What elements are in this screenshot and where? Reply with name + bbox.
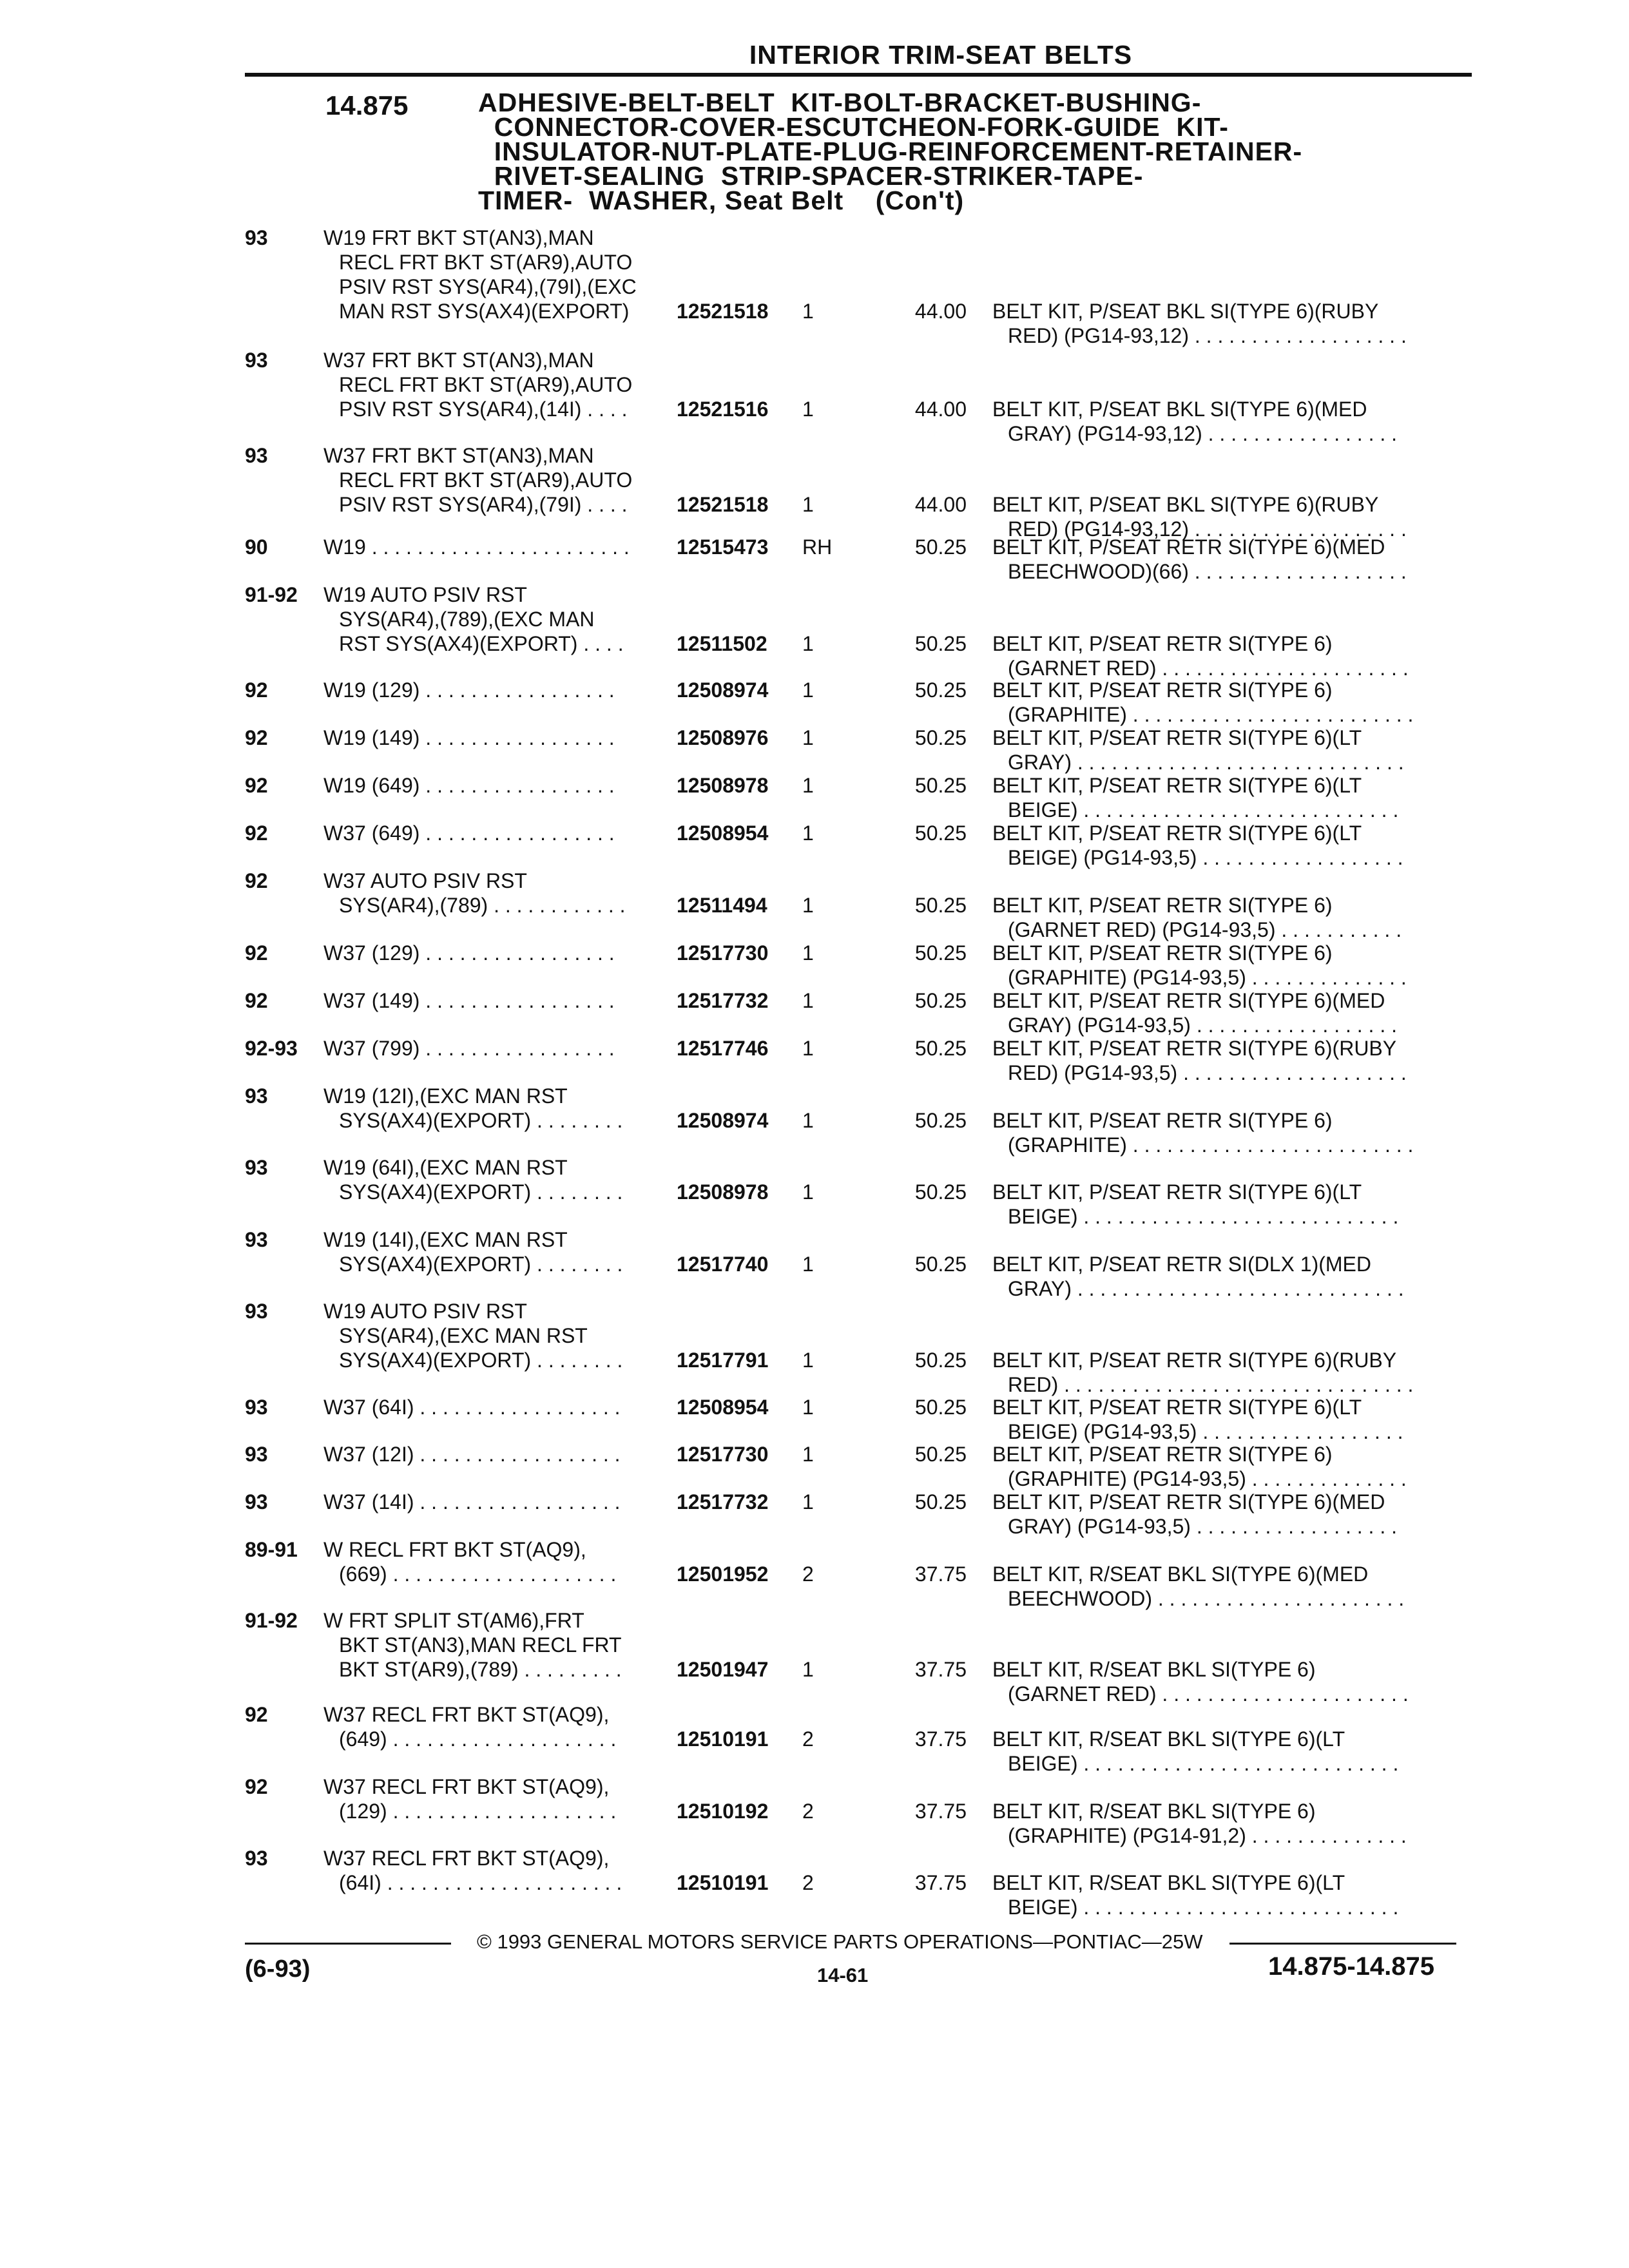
part-name bbox=[992, 1490, 1456, 1539]
part-name bbox=[992, 1108, 1456, 1157]
part-number: 12508978 bbox=[677, 774, 769, 797]
part-name bbox=[992, 678, 1456, 727]
usage-description bbox=[323, 226, 665, 323]
part-name-line: BELT KIT, P/SEAT RETR SI(TYPE 6)(MED bbox=[992, 1490, 1385, 1514]
part-name-line: BEIGE) . . . . . . . . . . . . . . . . . . . . . . . . . . . . bbox=[1008, 1205, 1399, 1228]
price: 50.25 bbox=[914, 1253, 967, 1276]
price: 50.25 bbox=[914, 989, 967, 1012]
usage-description-line: (649) . . . . . . . . . . . . . . . . . . . . bbox=[339, 1727, 617, 1751]
model-year: 91-92 bbox=[245, 1609, 298, 1632]
part-name-line: BELT KIT, P/SEAT RETR SI(TYPE 6)(MED bbox=[992, 989, 1385, 1012]
footer-rule bbox=[245, 1943, 451, 1945]
model-year: 93 bbox=[245, 349, 268, 372]
part-name-line: (GRAPHITE) (PG14-93,5) . . . . . . . . . . . . . . bbox=[1008, 1467, 1407, 1490]
part-number: 12510192 bbox=[677, 1800, 769, 1823]
part-name-line: BELT KIT, P/SEAT RETR SI(TYPE 6) bbox=[992, 941, 1333, 965]
model-year: 93 bbox=[245, 1228, 268, 1251]
part-name bbox=[992, 535, 1456, 584]
part-name-line: BEIGE) . . . . . . . . . . . . . . . . . . . . . . . . . . . . bbox=[1008, 1752, 1399, 1775]
model-year: 93 bbox=[245, 1396, 268, 1419]
part-name-line: BELT KIT, R/SEAT BKL SI(TYPE 6)(MED bbox=[992, 1562, 1369, 1586]
usage-description-line: SYS(AX4)(EXPORT) . . . . . . . . bbox=[339, 1253, 623, 1276]
quantity: 1 bbox=[802, 493, 814, 516]
usage-description-line: W37 (12I) . . . . . . . . . . . . . . . . . . bbox=[323, 1443, 621, 1466]
usage-description bbox=[323, 1084, 665, 1133]
page-number: 14-61 bbox=[817, 1964, 869, 1986]
part-name bbox=[992, 1727, 1456, 1776]
part-name bbox=[992, 1799, 1456, 1848]
quantity: 2 bbox=[802, 1871, 814, 1894]
part-name bbox=[992, 492, 1456, 541]
quantity: 1 bbox=[802, 1658, 814, 1681]
quantity: 1 bbox=[802, 774, 814, 797]
usage-description bbox=[323, 1299, 665, 1372]
part-name-line: RED) . . . . . . . . . . . . . . . . . . . . . . . . . . . . . . . bbox=[1008, 1373, 1414, 1396]
part-name-line: BELT KIT, P/SEAT RETR SI(TYPE 6)(RUBY bbox=[992, 1037, 1397, 1060]
part-name-line: BELT KIT, P/SEAT RETR SI(TYPE 6)(LT bbox=[992, 774, 1362, 797]
usage-description-line: RECL FRT BKT ST(AR9),AUTO bbox=[339, 468, 633, 492]
part-number: 12501947 bbox=[677, 1658, 769, 1681]
quantity: 1 bbox=[802, 989, 814, 1012]
quantity: 1 bbox=[802, 398, 814, 421]
usage-description-line: W37 RECL FRT BKT ST(AQ9), bbox=[323, 1703, 610, 1726]
usage-description bbox=[323, 348, 665, 421]
usage-description bbox=[323, 1702, 665, 1751]
price: 50.25 bbox=[914, 535, 967, 559]
usage-description bbox=[323, 1846, 665, 1895]
part-number: 12517730 bbox=[677, 941, 769, 965]
section-title-line: TIMER- WASHER, Seat Belt (Con't) bbox=[478, 186, 965, 215]
part-name-line: BELT KIT, R/SEAT BKL SI(TYPE 6)(LT bbox=[992, 1871, 1345, 1894]
model-year: 93 bbox=[245, 1443, 268, 1466]
usage-description-line: W37 (149) . . . . . . . . . . . . . . . . . bbox=[323, 989, 615, 1012]
part-number: 12517740 bbox=[677, 1253, 769, 1276]
page-header-title: INTERIOR TRIM-SEAT BELTS bbox=[749, 40, 1133, 70]
usage-description-line: W19 FRT BKT ST(AN3),MAN bbox=[323, 226, 594, 249]
usage-description-line: W37 RECL FRT BKT ST(AQ9), bbox=[323, 1775, 610, 1798]
price: 50.25 bbox=[914, 1349, 967, 1372]
part-name-line: BEIGE) . . . . . . . . . . . . . . . . . . . . . . . . . . . . bbox=[1008, 798, 1399, 822]
part-name bbox=[992, 1252, 1456, 1301]
model-year: 92 bbox=[245, 774, 268, 797]
usage-description-line: W19 (149) . . . . . . . . . . . . . . . . . bbox=[323, 726, 615, 749]
part-number: 12508974 bbox=[677, 1109, 769, 1132]
part-name-line: (GARNET RED) . . . . . . . . . . . . . . . . . . . . . . bbox=[1008, 657, 1409, 680]
part-name-line: BELT KIT, P/SEAT RETR SI(TYPE 6)(MED bbox=[992, 535, 1385, 559]
price: 50.25 bbox=[914, 822, 967, 845]
model-year: 92 bbox=[245, 1703, 268, 1726]
part-number: 12510191 bbox=[677, 1871, 769, 1894]
footer-section-range: 14.875-14.875 bbox=[1268, 1952, 1435, 1981]
part-name-line: BEIGE) (PG14-93,5) . . . . . . . . . . . . . . . . . . bbox=[1008, 1420, 1403, 1443]
model-year: 93 bbox=[245, 226, 268, 249]
price: 37.75 bbox=[914, 1727, 967, 1751]
part-number: 12511502 bbox=[677, 632, 767, 655]
usage-description bbox=[323, 726, 665, 750]
part-number: 12521518 bbox=[677, 300, 769, 323]
part-name-line: GRAY) (PG14-93,5) . . . . . . . . . . . . . . . . . . bbox=[1008, 1515, 1397, 1538]
footer-date: (6-93) bbox=[245, 1956, 311, 1983]
usage-description-line: W19 (649) . . . . . . . . . . . . . . . . . bbox=[323, 774, 615, 797]
quantity: 1 bbox=[802, 1396, 814, 1419]
part-name-line: BELT KIT, P/SEAT RETR SI(TYPE 6) bbox=[992, 1109, 1333, 1132]
price: 50.25 bbox=[914, 894, 967, 917]
part-name bbox=[992, 397, 1456, 446]
usage-description-line: W37 (64I) . . . . . . . . . . . . . . . . . . bbox=[323, 1396, 621, 1419]
quantity: 1 bbox=[802, 1109, 814, 1132]
price: 44.00 bbox=[914, 300, 967, 323]
price: 50.25 bbox=[914, 941, 967, 965]
usage-description bbox=[323, 869, 665, 918]
usage-description bbox=[323, 535, 665, 559]
model-year: 92 bbox=[245, 989, 268, 1012]
usage-description-line: W19 (129) . . . . . . . . . . . . . . . . . bbox=[323, 678, 615, 702]
usage-description-line: SYS(AX4)(EXPORT) . . . . . . . . bbox=[339, 1349, 623, 1372]
quantity: 1 bbox=[802, 300, 814, 323]
model-year: 93 bbox=[245, 1084, 268, 1108]
model-year: 92 bbox=[245, 1775, 268, 1798]
part-name bbox=[992, 821, 1456, 870]
usage-description-line: W FRT SPLIT ST(AM6),FRT bbox=[323, 1609, 584, 1632]
price: 44.00 bbox=[914, 398, 967, 421]
price: 44.00 bbox=[914, 493, 967, 516]
usage-description-line: W37 (649) . . . . . . . . . . . . . . . . . bbox=[323, 822, 615, 845]
usage-description bbox=[323, 941, 665, 965]
usage-description-line: W37 (129) . . . . . . . . . . . . . . . . . bbox=[323, 941, 615, 965]
price: 50.25 bbox=[914, 1037, 967, 1060]
part-name bbox=[992, 1442, 1456, 1491]
usage-description bbox=[323, 1490, 665, 1514]
model-year: 93 bbox=[245, 1847, 268, 1870]
part-name-line: BELT KIT, R/SEAT BKL SI(TYPE 6)(LT bbox=[992, 1727, 1345, 1751]
part-name-line: BELT KIT, P/SEAT RETR SI(TYPE 6)(LT bbox=[992, 822, 1362, 845]
usage-description bbox=[323, 1537, 665, 1586]
usage-description-line: (64I) . . . . . . . . . . . . . . . . . . . . . bbox=[339, 1871, 622, 1894]
usage-description-line: W19 AUTO PSIV RST bbox=[323, 1300, 527, 1323]
part-name bbox=[992, 299, 1456, 348]
part-name-line: BELT KIT, P/SEAT BKL SI(TYPE 6)(MED bbox=[992, 398, 1367, 421]
usage-description-line: W RECL FRT BKT ST(AQ9), bbox=[323, 1538, 586, 1561]
usage-description-line: RST SYS(AX4)(EXPORT) . . . . bbox=[339, 632, 624, 655]
usage-description-line: SYS(AR4),(789) . . . . . . . . . . . . bbox=[339, 894, 626, 917]
model-year: 93 bbox=[245, 1156, 268, 1179]
model-year: 92 bbox=[245, 822, 268, 845]
price: 37.75 bbox=[914, 1871, 967, 1894]
usage-description bbox=[323, 821, 665, 845]
part-name-line: BEECHWOOD)(66) . . . . . . . . . . . . . . . . . . . bbox=[1008, 560, 1407, 583]
price: 50.25 bbox=[914, 678, 967, 702]
quantity: 1 bbox=[802, 726, 814, 749]
part-name-line: BELT KIT, P/SEAT BKL SI(TYPE 6)(RUBY bbox=[992, 493, 1379, 516]
quantity: 2 bbox=[802, 1562, 814, 1586]
quantity: 2 bbox=[802, 1800, 814, 1823]
usage-description-line: W19 . . . . . . . . . . . . . . . . . . . . . . . bbox=[323, 535, 630, 559]
price: 50.25 bbox=[914, 1490, 967, 1514]
usage-description-line: SYS(AX4)(EXPORT) . . . . . . . . bbox=[339, 1180, 623, 1204]
model-year: 93 bbox=[245, 444, 268, 467]
part-name bbox=[992, 988, 1456, 1037]
usage-description-line: W19 (12I),(EXC MAN RST bbox=[323, 1084, 568, 1108]
footer-copyright: © 1993 GENERAL MOTORS SERVICE PARTS OPERATIONS—PONTIAC—25W bbox=[477, 1930, 1203, 1953]
model-year: 91-92 bbox=[245, 583, 298, 606]
usage-description bbox=[323, 988, 665, 1013]
quantity: RH bbox=[802, 535, 833, 559]
part-name-line: BELT KIT, P/SEAT RETR SI(TYPE 6) bbox=[992, 1443, 1333, 1466]
usage-description bbox=[323, 443, 665, 517]
part-name-line: BELT KIT, P/SEAT RETR SI(TYPE 6)(LT bbox=[992, 1180, 1362, 1204]
usage-description-line: W37 RECL FRT BKT ST(AQ9), bbox=[323, 1847, 610, 1870]
part-name-line: (GRAPHITE) (PG14-91,2) . . . . . . . . . . . . . . bbox=[1008, 1824, 1407, 1847]
model-year: 92-93 bbox=[245, 1037, 298, 1060]
part-name-line: BELT KIT, P/SEAT RETR SI(TYPE 6)(LT bbox=[992, 726, 1362, 749]
part-number: 12517791 bbox=[677, 1349, 769, 1372]
section-title-line: ADHESIVE-BELT-BELT KIT-BOLT-BRACKET-BUSHING- bbox=[478, 88, 1202, 117]
footer-rule bbox=[1229, 1943, 1456, 1945]
part-name-line: BELT KIT, R/SEAT BKL SI(TYPE 6) bbox=[992, 1658, 1316, 1681]
part-name bbox=[992, 893, 1456, 942]
part-name-line: BELT KIT, P/SEAT RETR SI(TYPE 6) bbox=[992, 678, 1333, 702]
quantity: 1 bbox=[802, 1349, 814, 1372]
quantity: 1 bbox=[802, 1037, 814, 1060]
section-number: 14.875 bbox=[325, 90, 409, 120]
quantity: 1 bbox=[802, 678, 814, 702]
section-title-line: RIVET-SEALING STRIP-SPACER-STRIKER-TAPE- bbox=[478, 161, 1144, 191]
part-name bbox=[992, 726, 1456, 774]
model-year: 89-91 bbox=[245, 1538, 298, 1561]
usage-description-line: RECL FRT BKT ST(AR9),AUTO bbox=[339, 251, 633, 274]
part-name-line: BEIGE) (PG14-93,5) . . . . . . . . . . . . . . . . . . bbox=[1008, 846, 1403, 869]
part-number: 12511494 bbox=[677, 894, 767, 917]
part-name-line: (GRAPHITE) . . . . . . . . . . . . . . . . . . . . . . . . . bbox=[1008, 703, 1414, 726]
usage-description-line: MAN RST SYS(AX4)(EXPORT) bbox=[339, 300, 630, 323]
quantity: 1 bbox=[802, 1253, 814, 1276]
quantity: 2 bbox=[802, 1727, 814, 1751]
part-name-line: BELT KIT, P/SEAT RETR SI(TYPE 6)(LT bbox=[992, 1396, 1362, 1419]
part-number: 12517732 bbox=[677, 989, 769, 1012]
part-name-line: GRAY) (PG14-93,12) . . . . . . . . . . . . . . . . . bbox=[1008, 422, 1398, 445]
part-name-line: BEIGE) . . . . . . . . . . . . . . . . . . . . . . . . . . . . bbox=[1008, 1896, 1399, 1919]
part-name bbox=[992, 1395, 1456, 1444]
part-number: 12508974 bbox=[677, 678, 769, 702]
quantity: 1 bbox=[802, 1180, 814, 1204]
part-name-line: (GRAPHITE) (PG14-93,5) . . . . . . . . . . . . . . bbox=[1008, 966, 1407, 989]
usage-description-line: RECL FRT BKT ST(AR9),AUTO bbox=[339, 373, 633, 396]
part-name-line: RED) (PG14-93,12) . . . . . . . . . . . . . . . . . . . bbox=[1008, 517, 1407, 541]
part-number: 12521518 bbox=[677, 493, 769, 516]
usage-description-line: W37 (799) . . . . . . . . . . . . . . . . . bbox=[323, 1037, 615, 1060]
usage-description-line: (669) . . . . . . . . . . . . . . . . . . . . bbox=[339, 1562, 617, 1586]
price: 50.25 bbox=[914, 1396, 967, 1419]
part-name bbox=[992, 1870, 1456, 1919]
quantity: 1 bbox=[802, 1443, 814, 1466]
part-name-line: BELT KIT, R/SEAT BKL SI(TYPE 6) bbox=[992, 1800, 1316, 1823]
price: 50.25 bbox=[914, 1109, 967, 1132]
part-name-line: BELT KIT, P/SEAT RETR SI(DLX 1)(MED bbox=[992, 1253, 1371, 1276]
usage-description-line: PSIV RST SYS(AR4),(14I) . . . . bbox=[339, 398, 628, 421]
price: 50.25 bbox=[914, 774, 967, 797]
price: 50.25 bbox=[914, 726, 967, 749]
model-year: 92 bbox=[245, 678, 268, 702]
part-name bbox=[992, 631, 1456, 680]
usage-description bbox=[323, 1227, 665, 1276]
model-year: 93 bbox=[245, 1490, 268, 1514]
part-number: 12508954 bbox=[677, 1396, 769, 1419]
quantity: 1 bbox=[802, 632, 814, 655]
usage-description-line: W19 (14I),(EXC MAN RST bbox=[323, 1228, 568, 1251]
usage-description-line: W37 FRT BKT ST(AN3),MAN bbox=[323, 349, 594, 372]
part-name-line: BELT KIT, P/SEAT BKL SI(TYPE 6)(RUBY bbox=[992, 300, 1379, 323]
usage-description-line: W19 (64I),(EXC MAN RST bbox=[323, 1156, 568, 1179]
part-number: 12517746 bbox=[677, 1037, 769, 1060]
usage-description-line: W37 (14I) . . . . . . . . . . . . . . . . . . bbox=[323, 1490, 621, 1514]
part-name-line: (GARNET RED) . . . . . . . . . . . . . . . . . . . . . . bbox=[1008, 1682, 1409, 1706]
model-year: 90 bbox=[245, 535, 268, 559]
part-name-line: GRAY) (PG14-93,5) . . . . . . . . . . . . . . . . . . bbox=[1008, 1014, 1397, 1037]
usage-description bbox=[323, 1155, 665, 1204]
part-number: 12508978 bbox=[677, 1180, 769, 1204]
part-name bbox=[992, 1562, 1456, 1611]
part-name-line: BELT KIT, P/SEAT RETR SI(TYPE 6) bbox=[992, 632, 1333, 655]
usage-description bbox=[323, 1036, 665, 1061]
usage-description bbox=[323, 1774, 665, 1823]
usage-description-line: SYS(AR4),(789),(EXC MAN bbox=[339, 608, 595, 631]
part-name bbox=[992, 1180, 1456, 1229]
part-number: 12510191 bbox=[677, 1727, 769, 1751]
model-year: 92 bbox=[245, 941, 268, 965]
usage-description-line: W37 AUTO PSIV RST bbox=[323, 869, 527, 892]
part-number: 12501952 bbox=[677, 1562, 769, 1586]
section-title-line: CONNECTOR-COVER-ESCUTCHEON-FORK-GUIDE KIT- bbox=[478, 112, 1229, 142]
usage-description-line: BKT ST(AR9),(789) . . . . . . . . . bbox=[339, 1658, 622, 1681]
usage-description-line: W19 AUTO PSIV RST bbox=[323, 583, 527, 606]
part-number: 12521516 bbox=[677, 398, 769, 421]
part-name-line: GRAY) . . . . . . . . . . . . . . . . . . . . . . . . . . . . . bbox=[1008, 1277, 1404, 1300]
section-title-line: INSULATOR-NUT-PLATE-PLUG-REINFORCEMENT-RETAINER- bbox=[478, 137, 1303, 166]
part-name bbox=[992, 1348, 1456, 1397]
price: 50.25 bbox=[914, 1180, 967, 1204]
part-name-line: RED) (PG14-93,12) . . . . . . . . . . . . . . . . . . . bbox=[1008, 324, 1407, 347]
part-name-line: RED) (PG14-93,5) . . . . . . . . . . . . . . . . . . . . bbox=[1008, 1061, 1407, 1084]
usage-description bbox=[323, 1442, 665, 1466]
price: 50.25 bbox=[914, 632, 967, 655]
price: 50.25 bbox=[914, 1443, 967, 1466]
price: 37.75 bbox=[914, 1658, 967, 1681]
usage-description bbox=[323, 773, 665, 798]
usage-description bbox=[323, 582, 665, 656]
usage-description-line: (129) . . . . . . . . . . . . . . . . . . . . bbox=[339, 1800, 617, 1823]
model-year: 92 bbox=[245, 869, 268, 892]
part-name-line: BELT KIT, P/SEAT RETR SI(TYPE 6) bbox=[992, 894, 1333, 917]
usage-description bbox=[323, 678, 665, 702]
model-year: 93 bbox=[245, 1300, 268, 1323]
usage-description-line: W37 FRT BKT ST(AN3),MAN bbox=[323, 444, 594, 467]
part-name-line: GRAY) . . . . . . . . . . . . . . . . . . . . . . . . . . . . . bbox=[1008, 751, 1404, 774]
part-number: 12517730 bbox=[677, 1443, 769, 1466]
part-name-line: BEECHWOOD) . . . . . . . . . . . . . . . . . . . . . . bbox=[1008, 1587, 1405, 1610]
price: 37.75 bbox=[914, 1562, 967, 1586]
usage-description-line: PSIV RST SYS(AR4),(79I),(EXC bbox=[339, 275, 637, 298]
usage-description-line: SYS(AX4)(EXPORT) . . . . . . . . bbox=[339, 1109, 623, 1132]
part-name bbox=[992, 773, 1456, 822]
usage-description-line: SYS(AR4),(EXC MAN RST bbox=[339, 1324, 588, 1347]
usage-description-line: PSIV RST SYS(AR4),(79I) . . . . bbox=[339, 493, 628, 516]
part-number: 12517732 bbox=[677, 1490, 769, 1514]
part-name bbox=[992, 1036, 1456, 1085]
part-number: 12508954 bbox=[677, 822, 769, 845]
part-name bbox=[992, 1657, 1456, 1706]
quantity: 1 bbox=[802, 941, 814, 965]
quantity: 1 bbox=[802, 1490, 814, 1514]
part-name-line: (GRAPHITE) . . . . . . . . . . . . . . . . . . . . . . . . . bbox=[1008, 1133, 1414, 1157]
model-year: 92 bbox=[245, 726, 268, 749]
usage-description bbox=[323, 1608, 665, 1682]
part-name-line: (GARNET RED) (PG14-93,5) . . . . . . . . . . . bbox=[1008, 918, 1402, 941]
usage-description bbox=[323, 1395, 665, 1419]
part-name-line: BELT KIT, P/SEAT RETR SI(TYPE 6)(RUBY bbox=[992, 1349, 1397, 1372]
price: 37.75 bbox=[914, 1800, 967, 1823]
part-number: 12508976 bbox=[677, 726, 769, 749]
part-name bbox=[992, 941, 1456, 990]
part-number: 12515473 bbox=[677, 535, 769, 559]
usage-description-line: BKT ST(AN3),MAN RECL FRT bbox=[339, 1633, 622, 1657]
quantity: 1 bbox=[802, 822, 814, 845]
quantity: 1 bbox=[802, 894, 814, 917]
